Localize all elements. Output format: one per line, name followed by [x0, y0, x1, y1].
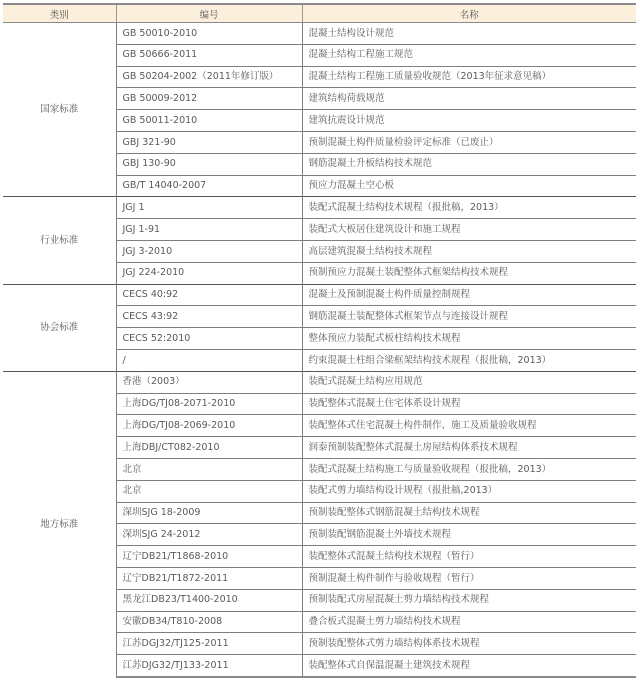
name-cell: 装配整体式住宅混凝土构件制作、施工及质量验收规程	[302, 415, 636, 437]
name-cell: 装配式混凝土结构技术规程（报批稿，2013）	[302, 197, 636, 219]
category-cell: 国家标准	[40, 103, 79, 115]
name-cell: 预制混凝土构件质量检验评定标准（已废止）	[302, 131, 636, 153]
code-cell: CECS 40:92	[116, 284, 302, 306]
name-cell: 装配式混凝土结构应用规范	[302, 371, 636, 393]
header-category: 类别	[3, 4, 116, 23]
code-cell: 辽宁DB21/T1872-2011	[116, 567, 302, 589]
code-cell: GB/T 14040-2007	[116, 175, 302, 197]
code-cell: 辽宁DB21/T1868-2010	[116, 546, 302, 568]
code-cell: CECS 43:92	[116, 306, 302, 328]
name-cell: 预制装配整体式剪力墙结构体系技术规程	[302, 633, 636, 655]
name-cell: 建筑抗震设计规范	[302, 110, 636, 132]
code-cell: 上海DG/TJ08-2069-2010	[116, 415, 302, 437]
code-cell: JGJ 1-91	[116, 219, 302, 241]
header-code: 编号	[116, 4, 302, 23]
table-body	[3, 23, 636, 677]
code-cell: 深圳SJG 18-2009	[116, 502, 302, 524]
header-row	[3, 4, 636, 23]
table-row	[3, 23, 636, 45]
name-cell: 预应力混凝土空心板	[302, 175, 636, 197]
table-row	[3, 371, 636, 393]
name-cell: 预制预应力混凝土装配整体式框架结构技术规程	[302, 262, 636, 284]
table-header	[3, 4, 636, 23]
code-cell: /	[116, 349, 302, 371]
code-cell: 香港（2003）	[116, 371, 302, 393]
code-cell: GB 50011-2010	[116, 110, 302, 132]
name-cell: 钢筋混凝土升板结构技术规范	[302, 153, 636, 175]
header-name: 名称	[302, 4, 636, 23]
code-cell: 安徽DB34/T810-2008	[116, 611, 302, 633]
code-cell: GBJ 130-90	[116, 153, 302, 175]
category-cell: 地方标准	[3, 371, 116, 677]
code-cell: GB 50666-2011	[116, 44, 302, 66]
name-cell: 约束混凝土柱组合梁框架结构技术规程（报批稿，2013）	[302, 349, 636, 371]
name-cell: 混凝土结构设计规范	[302, 23, 636, 45]
code-cell: JGJ 1	[116, 197, 302, 219]
code-cell: 深圳SJG 24-2012	[116, 524, 302, 546]
category-cell: 行业标准	[3, 197, 116, 284]
table-row	[3, 284, 636, 306]
code-cell: 黑龙江DB23/T1400-2010	[116, 589, 302, 611]
code-cell: JGJ 3-2010	[116, 240, 302, 262]
name-cell: 预制装配式房屋混凝土剪力墙结构技术规程	[302, 589, 636, 611]
name-cell: 装配整体式混凝土结构技术规程（暂行）	[302, 546, 636, 568]
category-cell: 协会标准	[3, 284, 116, 371]
code-cell: 江苏DJG32/TJ133-2011	[116, 655, 302, 677]
code-cell: GB 50010-2010	[116, 23, 302, 45]
name-cell: 预制装配整体式钢筋混凝土结构技术规程	[302, 502, 636, 524]
name-cell: 装配式剪力墙结构设计规程（报批稿,2013）	[302, 480, 636, 502]
name-cell: 钢筋混凝土装配整体式框架节点与连接设计规程	[302, 306, 636, 328]
name-cell: 装配式大板居住建筑设计和施工规程	[302, 219, 636, 241]
code-cell: 北京	[116, 458, 302, 480]
name-cell: 混凝土结构工程施工质量验收规范（2013年征求意见稿）	[302, 66, 636, 88]
standards-table	[3, 3, 636, 678]
name-cell: 整体预应力装配式板柱结构技术规程	[302, 328, 636, 350]
name-cell: 预制混凝土构件制作与验收规程（暂行）	[302, 567, 636, 589]
code-cell: 上海DBJ/CT082-2010	[116, 437, 302, 459]
name-cell: 装配式混凝土结构施工与质量验收规程（报批稿，2013）	[302, 458, 636, 480]
name-cell: 装配整体式混凝土住宅体系设计规程	[302, 393, 636, 415]
name-cell: 混凝土及预制混凝土构件质量控制规程	[302, 284, 636, 306]
name-cell: 装配整体式自保温混凝土建筑技术规程	[302, 655, 636, 677]
code-cell: GB 50009-2012	[116, 88, 302, 110]
table-row	[3, 197, 636, 219]
code-cell: 江苏DGJ32/TJ125-2011	[116, 633, 302, 655]
name-cell: 高层建筑混凝土结构技术规程	[302, 240, 636, 262]
name-cell: 润泰预制装配整体式混凝土房屋结构体系技术规程	[302, 437, 636, 459]
code-cell: 上海DG/TJ08-2071-2010	[116, 393, 302, 415]
code-cell: GB 50204-2002（2011年修订版）	[116, 66, 302, 88]
name-cell: 预制装配钢筋混凝土外墙技术规程	[302, 524, 636, 546]
name-cell: 建筑结构荷载规范	[302, 88, 636, 110]
name-cell: 混凝土结构工程施工规范	[302, 44, 636, 66]
code-cell: GBJ 321-90	[116, 131, 302, 153]
code-cell: JGJ 224-2010	[116, 262, 302, 284]
code-cell: CECS 52:2010	[116, 328, 302, 350]
name-cell: 叠合板式混凝土剪力墙结构技术规程	[302, 611, 636, 633]
code-cell: 北京	[116, 480, 302, 502]
